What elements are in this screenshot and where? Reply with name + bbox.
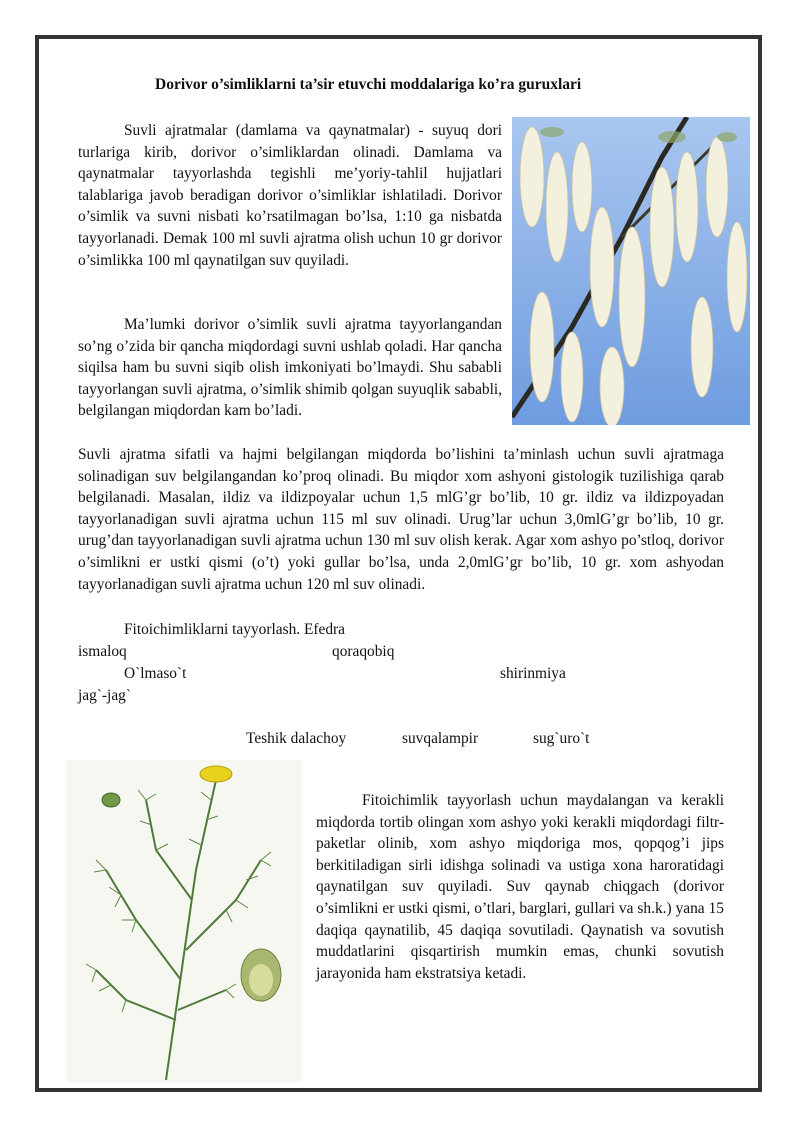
line-sugurot: sug`uro`t (533, 730, 590, 747)
line-ismaloq: ismaloq (78, 643, 127, 660)
paragraph-fitoichimlik-tayyorlash: Fitoichimlik tayyorlash uchun maydalangan va kerakli miqdorda tortib olingan xom ashyo yoki kerakli miqdordagi filtr-paketlar olinib, xom ashyo miqdoriga mos, qopqog’i jips berkitiladigan sirli idishga solinadi va ustiga xona haroratidagi qaynatilgan suv quyiladi. Suv qaynab chiqgach (dorivor o’simlikni er ustki qismi, o’tlari, barglari, gullari va sh.k.) yana 15 daqiqa qaynatilib, 45 daqiqa sovutiladi. Qaynatish va sovutish muddatlarini qisqartirish mumkin emas, chunki sovutish jarayonida ham ekstratsiya ketadi. (316, 792, 724, 982)
paragraph-malumki: Ma’lumki dorivor o’simlik suvli ajratma tayyorlangandan so’ng o’zida bir qancha miqdordagi suvni ushlab qoladi. Har qancha siqilsa ham bu suvni siqib olish imkoniyati bo’lmaydi. Shu sababli tayyorlangan suvli ajratma, o’simlik shimib qolgan suyuqlik sababli, belgilangan miqdordan kam bo’ladi. (78, 316, 502, 420)
acacia-flowers-photo (512, 117, 750, 425)
line-shirinmiya: shirinmiya (500, 665, 566, 682)
line-fitoichimlik: Fitoichimliklarni tayyorlash. Efedra (124, 621, 345, 638)
page-title: Dorivor o’simliklarni ta’sir etuvchi moddalariga ko’ra guruxlari (155, 76, 582, 93)
line-jagjag: jag`-jag` (78, 687, 131, 704)
adonis-plant-illustration (66, 760, 302, 1082)
line-qoraqobiq: qoraqobiq (332, 643, 395, 660)
paragraph-sifatli: Suvli ajratma sifatli va hajmi belgilangan miqdorda bo’lishini ta’minlash uchun suvli ajratmaga solinadigan suv belgilangandan ko’proq olinadi. Bu miqdor xom ashyoni gistologik tuzilishiga qarab belgilanadi. Masalan, ildiz va ildizpoyalar uchun 1,5 mlG’gr bo’lib, 10 gr. ildiz va ildizpoyadan tayyorlanadigan suvli ajratma uchun 115 ml suv olinadi. Urug’lar uchun 3,0mlG’gr bo’lib, 10 gr. urug’dan tayyorlanadigan suvli ajratma uchun 130 ml suv olish kerak. Agar xom ashyo po’stloq, dorivor o’simlikni er ustki qismi (o’t) yoki gullar bo’lsa, unda 2,0mlG’gr bo’lib, 10 gr. xom ashyodan tayyorlanadigan suvli ajratma uchun 120 ml suv olinadi. (78, 446, 724, 593)
line-teshik-dalachoy: Teshik dalachoy (246, 730, 347, 747)
line-olmasot: O`lmaso`t (124, 665, 187, 682)
line-suvqalampir: suvqalampir (402, 730, 479, 747)
paragraph-suvli-ajratmalar: Suvli ajratmalar (damlama va qaynatmalar) - suyuq dori turlariga kirib, dorivor o’simliklardan olinadi. Damlama va qaynatmalar tayyorlashda tegishli me’yoriy-tahlil hujjatlari talablariga javob beradigan dorivor o’simliklar ishlatiladi. Dorivor o’simlik va suvni nisbati ko’rsatilmagan bo’lsa, 1:10 ga nisbatda tayyorlanadi. Demak 100 ml suvli ajratma olish uchun 10 gr dorivor o’simlikka 100 ml qaynatilgan suv quyiladi. (78, 122, 502, 269)
